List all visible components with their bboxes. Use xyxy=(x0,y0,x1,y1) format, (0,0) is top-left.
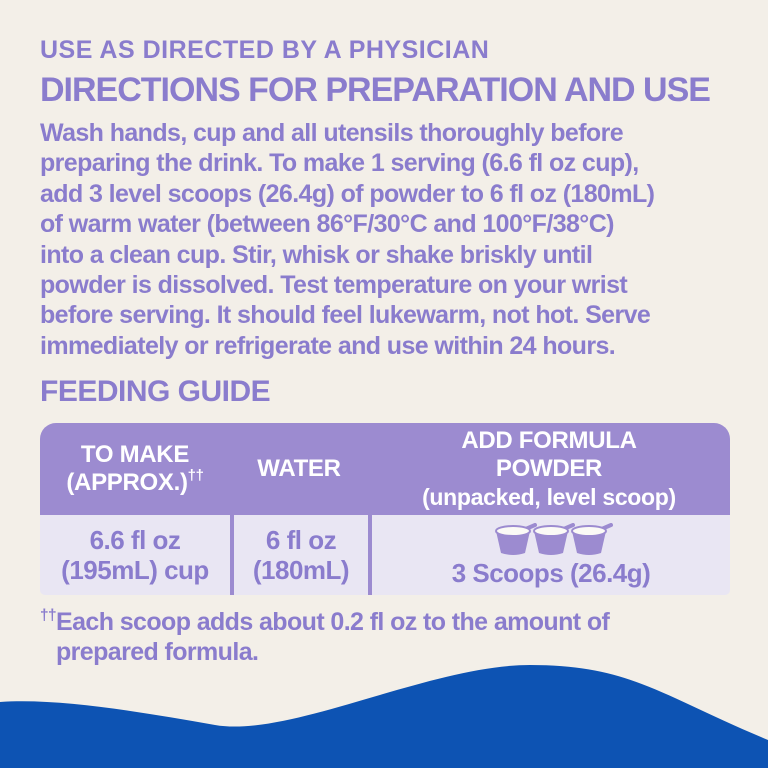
physician-note: USE AS DIRECTED BY A PHYSICIAN xyxy=(40,36,490,64)
cell-powder xyxy=(368,515,730,595)
directions-line: into a clean cup. Stir, whisk or shake briskly until xyxy=(40,240,593,269)
cell-line: (195mL) cup xyxy=(61,555,209,586)
column-header-line: (APPROX.)†† xyxy=(66,468,204,497)
cell-line: (180mL) xyxy=(252,555,350,586)
directions-line: before serving. It should feel lukewarm, not hot. Serve xyxy=(40,301,651,330)
directions-line: immediately or refrigerate and use within 24 hours. xyxy=(40,331,616,360)
wave-graphic xyxy=(0,640,768,768)
cell-water xyxy=(230,515,368,595)
footnote-line: prepared formula. xyxy=(56,638,259,667)
directions-line: Wash hands, cup and all utensils thoroughly before xyxy=(40,119,624,147)
table-header-row xyxy=(40,423,730,515)
directions-line: powder is dissolved. Test temperature on your wrist xyxy=(40,271,628,300)
feeding-guide-title: FEEDING GUIDE xyxy=(40,375,271,409)
feeding-guide-table xyxy=(40,423,730,595)
directions-line: of warm water (between 86°F/30°C and 100°F/38°C) xyxy=(40,210,614,239)
scoop-icon xyxy=(566,523,613,557)
column-header-line: ADD FORMULA xyxy=(461,427,637,455)
column-header-powder xyxy=(368,423,730,515)
table-data-row xyxy=(40,515,730,595)
directions-title: DIRECTIONS FOR PREPARATION AND USE xyxy=(40,71,710,109)
column-header-line: POWDER xyxy=(495,455,603,483)
directions-body xyxy=(40,118,740,361)
cell-to-make xyxy=(40,515,230,595)
column-header-line: WATER xyxy=(257,455,341,483)
scoops-label: 3 Scoops (26.4g) xyxy=(451,557,651,588)
directions-line: preparing the drink. To make 1 serving (6.6 fl oz cup), xyxy=(40,149,639,178)
cell-line: 6.6 fl oz xyxy=(89,525,181,556)
dagger-footnote-marker: †† xyxy=(187,468,204,485)
column-header-water xyxy=(230,423,368,515)
column-header-line: (unpacked, level scoop) xyxy=(422,484,676,511)
column-header-to-make xyxy=(40,423,230,515)
cell-line: 6 fl oz xyxy=(265,525,337,556)
footnote-line: ††Each scoop adds about 0.2 fl oz to the amount of xyxy=(40,606,610,637)
dagger-footnote-marker: †† xyxy=(40,606,57,624)
column-header-line: TO MAKE xyxy=(80,441,190,469)
directions-line: add 3 level scoops (26.4g) of powder to 6 fl oz (180mL) xyxy=(40,179,655,208)
scoop-icons xyxy=(490,523,613,557)
